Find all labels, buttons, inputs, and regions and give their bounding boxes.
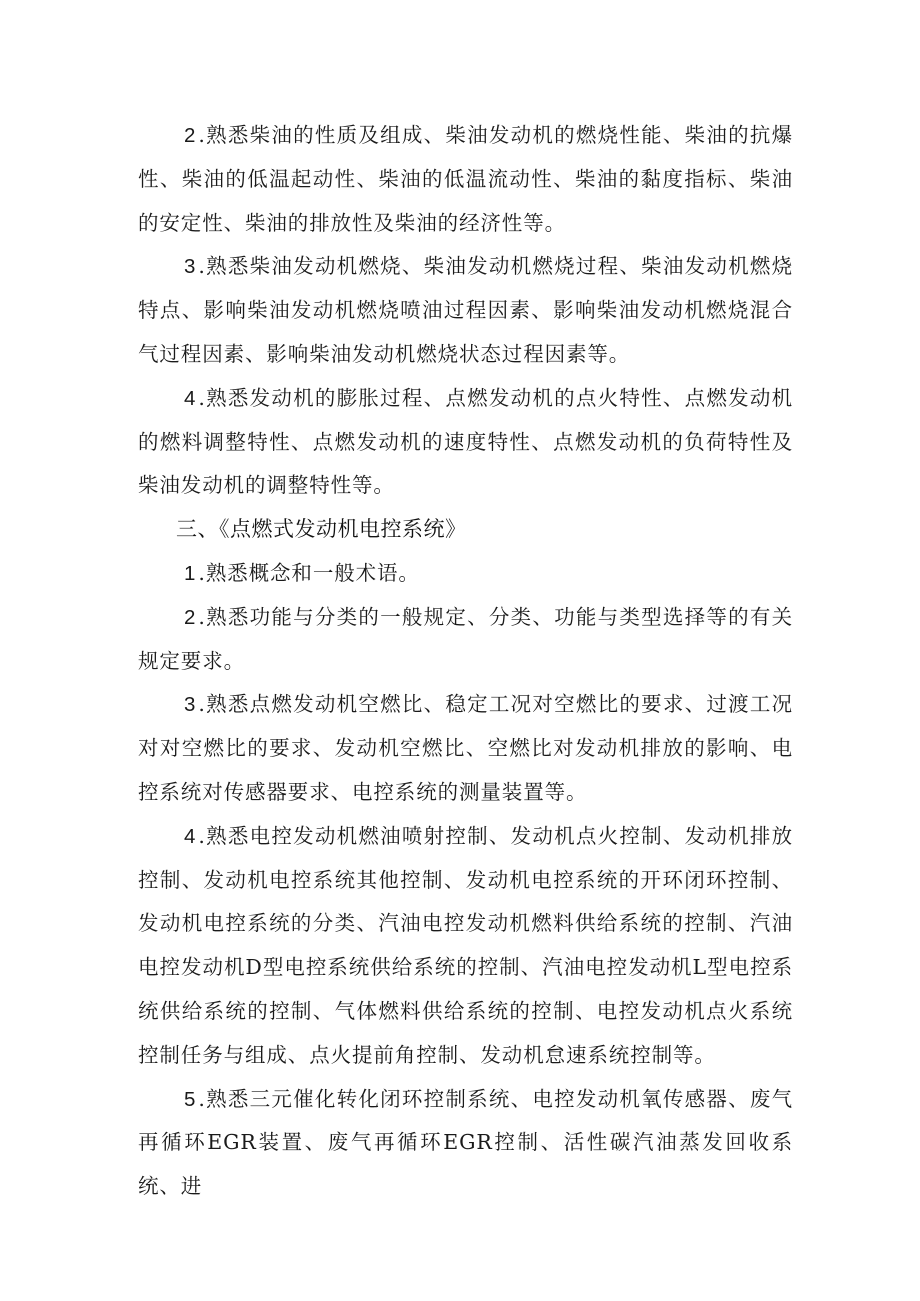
- item-number: 5: [184, 1087, 199, 1111]
- paragraph-text: .熟悉电控发动机燃油喷射控制、发动机点火控制、发动机排放控制、发动机电控系统其他控制、发动机电控系统的开环闭环控制、发动机电控系统的分类、汽油电控发动机燃料供给系统的控制、汽油电控发动机D型电控系统供给系统的控制、汽油电控发动机L型电控系统供给系统的控制、气体燃料供给系统的控制、电控发动机点火系统控制任务与组成、点火提前角控制、发动机怠速系统控制等。: [138, 823, 793, 1067]
- section-heading: 三、《点燃式发动机电控系统》: [176, 517, 467, 542]
- paragraph-4-engine-characteristics: [138, 377, 793, 508]
- item-number: 3: [184, 255, 199, 279]
- paragraph-2-classification: [138, 596, 793, 684]
- paragraph-text: .熟悉柴油发动机燃烧、柴油发动机燃烧过程、柴油发动机燃烧特点、影响柴油发动机燃烧喷油过程因素、影响柴油发动机燃烧混合气过程因素、影响柴油发动机燃烧状态过程因素等。: [138, 254, 793, 366]
- paragraph-text: .熟悉点燃发动机空燃比、稳定工况对空燃比的要求、过渡工况对对空燃比的要求、发动机空燃比、空燃比对发动机排放的影响、电控系统对传感器要求、电控系统的测量装置等。: [138, 692, 793, 804]
- item-number: 2: [184, 124, 199, 147]
- document-body: [138, 114, 793, 1209]
- paragraph-3-air-fuel-ratio: [138, 683, 793, 814]
- paragraph-text: .熟悉柴油的性质及组成、柴油发动机的燃烧性能、柴油的抗爆性、柴油的低温起动性、柴油的低温流动性、柴油的黏度指标、柴油的安定性、柴油的排放性及柴油的经济性等。: [138, 123, 793, 235]
- item-number: 1: [184, 561, 199, 585]
- paragraph-text: .熟悉概念和一般术语。: [198, 560, 420, 585]
- paragraph-5-catalytic-control: [138, 1078, 793, 1209]
- paragraph-3-diesel-combustion: [138, 245, 793, 376]
- item-number: 3: [184, 693, 199, 717]
- paragraph-1-terms: [138, 552, 793, 596]
- item-number: 4: [184, 824, 199, 848]
- paragraph-4-electronic-control: [138, 815, 793, 1078]
- item-number: 4: [184, 386, 199, 410]
- paragraph-text: .熟悉三元催化转化闭环控制系统、电控发动机氧传感器、废气再循环EGR装置、废气再循环EGR控制、活性碳汽油蒸发回收系统、进: [138, 1086, 793, 1199]
- paragraph-text: .熟悉功能与分类的一般规定、分类、功能与类型选择等的有关规定要求。: [138, 604, 793, 673]
- paragraph-2-diesel-properties: [138, 114, 793, 245]
- paragraph-text: .熟悉发动机的膨胀过程、点燃发动机的点火特性、点燃发动机的燃料调整特性、点燃发动机的速度特性、点燃发动机的负荷特性及柴油发动机的调整特性等。: [138, 385, 793, 498]
- item-number: 2: [184, 605, 199, 629]
